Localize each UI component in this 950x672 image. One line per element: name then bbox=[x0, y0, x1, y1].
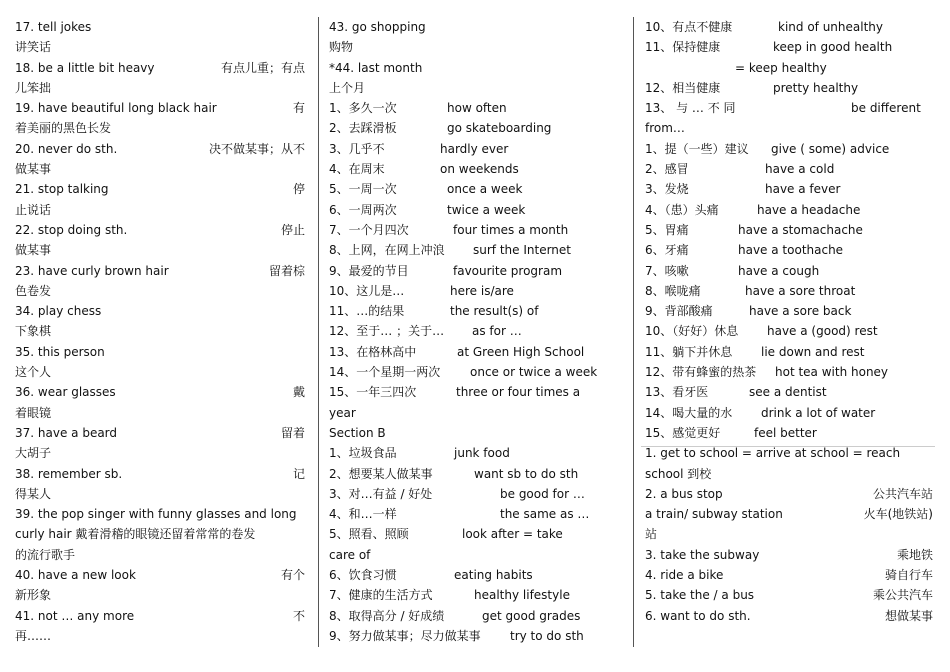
line-translation: have a fever bbox=[765, 182, 841, 197]
line-translation: 有 bbox=[292, 101, 305, 116]
vocab-line bbox=[645, 37, 933, 57]
line-text: 18. be a little bit heavy bbox=[15, 60, 155, 75]
line-text: 11、…的结果 bbox=[329, 304, 405, 319]
vocab-line bbox=[329, 524, 621, 544]
line-text: 12、相当健康 bbox=[645, 80, 721, 95]
line-text: 色卷发 bbox=[15, 283, 52, 298]
line-text: 做某事 bbox=[15, 243, 52, 258]
line-text: 19. have beautiful long black hair bbox=[15, 101, 217, 116]
vocab-line bbox=[329, 139, 621, 159]
line-text: 5、胃痛 bbox=[645, 222, 689, 237]
vocab-line bbox=[645, 423, 933, 443]
vocab-line bbox=[645, 301, 933, 321]
line-text: 上个月 bbox=[329, 80, 366, 95]
line-translation: have a headache bbox=[757, 202, 861, 217]
line-translation: have a sore throat bbox=[745, 283, 856, 298]
line-text: 23. have curly brown hair bbox=[15, 263, 169, 278]
vocab-line bbox=[15, 403, 305, 423]
column-divider-2 bbox=[633, 17, 634, 647]
vocab-line bbox=[15, 98, 305, 118]
vocab-line bbox=[15, 545, 305, 565]
line-text: 11、保持健康 bbox=[645, 40, 721, 55]
vocab-line bbox=[645, 220, 933, 240]
line-translation: 想做某事 bbox=[884, 608, 933, 623]
line-translation: 戴 bbox=[292, 385, 305, 400]
line-text: 10、这儿是… bbox=[329, 283, 405, 298]
vocab-line bbox=[329, 98, 621, 118]
vocab-line bbox=[15, 261, 305, 281]
line-translation: as for … bbox=[472, 324, 522, 339]
line-translation: kind of unhealthy bbox=[778, 20, 883, 34]
vocab-line bbox=[15, 118, 305, 138]
line-text: 36. wear glasses bbox=[15, 385, 116, 400]
line-text: 3、几乎不 bbox=[329, 141, 385, 156]
vocab-line bbox=[645, 58, 933, 78]
vocab-line bbox=[645, 504, 933, 524]
line-translation: 有个 bbox=[280, 568, 305, 583]
vocab-line bbox=[645, 342, 933, 362]
line-text: 新形象 bbox=[15, 588, 52, 603]
line-translation: look after = take bbox=[462, 527, 563, 542]
line-translation: 火车(地铁站) bbox=[863, 507, 933, 522]
line-translation: the result(s) of bbox=[450, 304, 539, 319]
vocab-line bbox=[329, 159, 621, 179]
line-text: 13、 与 … 不 同 bbox=[645, 101, 736, 116]
line-translation: 停止 bbox=[280, 222, 305, 237]
line-translation: three or four times a bbox=[456, 385, 581, 400]
vocab-line bbox=[645, 382, 933, 402]
vocab-line bbox=[645, 565, 933, 585]
line-text: 1、垃圾食品 bbox=[329, 446, 397, 461]
vocab-column-1 bbox=[15, 17, 305, 646]
line-text: year bbox=[329, 405, 356, 420]
vocab-line bbox=[645, 464, 933, 484]
line-text: 得某人 bbox=[15, 486, 52, 501]
line-translation: have a cough bbox=[738, 263, 820, 278]
line-translation: 记 bbox=[292, 466, 305, 481]
line-translation: eating habits bbox=[454, 568, 533, 583]
vocab-line bbox=[645, 362, 933, 382]
vocab-line bbox=[645, 179, 933, 199]
line-text: 34. play chess bbox=[15, 304, 102, 319]
line-text: 6. want to do sth. bbox=[645, 608, 751, 623]
line-text: 4、（患）头痛 bbox=[645, 202, 719, 217]
line-text: 17. tell jokes bbox=[15, 20, 92, 34]
line-translation: once or twice a week bbox=[470, 365, 598, 380]
line-text: 着美丽的黑色长发 bbox=[15, 121, 112, 136]
line-translation: have a stomachache bbox=[738, 222, 863, 237]
line-text: 这个人 bbox=[15, 365, 52, 380]
line-translation: 停 bbox=[292, 182, 305, 197]
line-text: 下象棋 bbox=[15, 324, 52, 339]
line-translation: feel better bbox=[754, 425, 817, 440]
vocab-line bbox=[15, 17, 305, 37]
line-translation: hot tea with honey bbox=[775, 365, 889, 380]
line-text: 6、饮食习惯 bbox=[329, 568, 397, 583]
vocab-line bbox=[645, 443, 933, 463]
line-translation: give ( some) advice bbox=[771, 141, 890, 156]
vocab-line bbox=[15, 382, 305, 402]
vocab-line bbox=[645, 17, 933, 37]
line-text: 21. stop talking bbox=[15, 182, 109, 197]
vocab-line bbox=[329, 504, 621, 524]
line-translation: have a cold bbox=[765, 162, 835, 177]
line-text: 止说话 bbox=[15, 202, 52, 217]
line-translation: drink a lot of water bbox=[761, 405, 876, 420]
line-translation: be different bbox=[851, 101, 921, 116]
line-translation: 公共汽车站 bbox=[872, 486, 933, 501]
vocab-line bbox=[15, 159, 305, 179]
line-text: 2、感冒 bbox=[645, 162, 689, 177]
line-text: 儿笨拙 bbox=[15, 80, 52, 95]
vocab-line bbox=[329, 321, 621, 341]
line-translation: 乘地铁 bbox=[896, 547, 933, 562]
line-text: school 到校 bbox=[645, 466, 712, 481]
vocab-line bbox=[645, 585, 933, 605]
vocab-line bbox=[329, 342, 621, 362]
vocab-line bbox=[15, 524, 305, 544]
vocab-line bbox=[645, 403, 933, 423]
line-text: 着眼镜 bbox=[15, 405, 52, 420]
vocab-line bbox=[329, 179, 621, 199]
line-text: 1、提（一些）建议 bbox=[645, 141, 749, 156]
line-text: 22. stop doing sth. bbox=[15, 222, 128, 237]
vocab-line bbox=[645, 606, 933, 626]
line-text: care of bbox=[329, 547, 371, 562]
vocab-line bbox=[329, 301, 621, 321]
vocab-line bbox=[329, 17, 621, 37]
line-text: a train/ subway station bbox=[645, 507, 783, 522]
line-translation: 留着 bbox=[280, 425, 305, 440]
line-translation: get good grades bbox=[482, 608, 581, 623]
vocab-line bbox=[329, 443, 621, 463]
line-translation: 有点儿重；有点 bbox=[220, 60, 305, 75]
vocab-line bbox=[15, 484, 305, 504]
line-text: 2、想要某人做某事 bbox=[329, 466, 433, 481]
vocab-line bbox=[15, 626, 305, 646]
line-text: 5、一周一次 bbox=[329, 182, 397, 197]
vocab-line bbox=[329, 240, 621, 260]
vocab-line bbox=[329, 281, 621, 301]
vocab-line bbox=[645, 240, 933, 260]
vocab-line bbox=[645, 78, 933, 98]
line-translation: = keep healthy bbox=[735, 60, 827, 75]
line-translation: see a dentist bbox=[749, 385, 827, 400]
vocab-line bbox=[15, 443, 305, 463]
vocab-column-3 bbox=[645, 17, 933, 626]
line-translation: at Green High School bbox=[457, 344, 585, 359]
line-text: 8、喉咙痛 bbox=[645, 283, 701, 298]
vocab-line bbox=[15, 362, 305, 382]
line-text: 7、健康的生活方式 bbox=[329, 588, 433, 603]
line-translation: 不 bbox=[292, 608, 305, 623]
line-text: 40. have a new look bbox=[15, 568, 136, 583]
vocab-line bbox=[15, 139, 305, 159]
line-translation: once a week bbox=[447, 182, 523, 197]
line-text: 10、有点不健康 bbox=[645, 20, 733, 34]
line-translation: 留着棕 bbox=[268, 263, 305, 278]
line-translation: surf the Internet bbox=[473, 243, 571, 258]
line-text: 3、发烧 bbox=[645, 182, 689, 197]
vocab-line bbox=[15, 565, 305, 585]
line-text: 14、喝大量的水 bbox=[645, 405, 733, 420]
line-text: 13、在格林高中 bbox=[329, 344, 417, 359]
line-text: 站 bbox=[645, 527, 658, 542]
vocab-line bbox=[329, 118, 621, 138]
vocab-line bbox=[15, 342, 305, 362]
line-text: 4、和…一样 bbox=[329, 507, 397, 522]
line-text: 15、一年三四次 bbox=[329, 385, 417, 400]
vocab-line bbox=[329, 423, 621, 443]
line-translation: have a (good) rest bbox=[767, 324, 878, 339]
line-translation: junk food bbox=[454, 446, 510, 461]
vocab-line bbox=[329, 261, 621, 281]
line-text: 2、去踩滑板 bbox=[329, 121, 397, 136]
line-text: curly hair 戴着滑稽的眼镜还留着常常的卷发 bbox=[15, 527, 256, 542]
line-text: 41. not … any more bbox=[15, 608, 135, 623]
line-text: 7、一个月四次 bbox=[329, 222, 409, 237]
vocab-line bbox=[329, 484, 621, 504]
line-text: 9、最爱的节目 bbox=[329, 263, 409, 278]
vocab-line bbox=[329, 362, 621, 382]
line-text: 9、背部酸痛 bbox=[645, 304, 713, 319]
vocab-line bbox=[329, 585, 621, 605]
vocab-line bbox=[15, 78, 305, 98]
vocab-line bbox=[329, 200, 621, 220]
vocab-line bbox=[645, 261, 933, 281]
vocab-line bbox=[15, 200, 305, 220]
line-text: 35. this person bbox=[15, 344, 105, 359]
vocab-line bbox=[15, 585, 305, 605]
vocab-line bbox=[329, 382, 621, 402]
line-translation: the same as … bbox=[500, 507, 590, 522]
vocab-line bbox=[15, 240, 305, 260]
vocab-line bbox=[15, 606, 305, 626]
vocab-line bbox=[15, 504, 305, 524]
vocab-line bbox=[15, 58, 305, 78]
line-translation: 骑自行车 bbox=[884, 568, 933, 583]
line-text: 13、看牙医 bbox=[645, 385, 709, 400]
line-text: 购物 bbox=[329, 40, 354, 55]
vocab-line bbox=[329, 37, 621, 57]
vocab-line bbox=[329, 606, 621, 626]
line-text: Section B bbox=[329, 425, 386, 440]
line-text: 7、咳嗽 bbox=[645, 263, 689, 278]
line-text: 12、带有蜂蜜的热茶 bbox=[645, 365, 757, 380]
line-translation: lie down and rest bbox=[761, 344, 865, 359]
vocab-line bbox=[645, 321, 933, 341]
line-text: 3、对…有益 / 好处 bbox=[329, 486, 433, 501]
line-translation: four times a month bbox=[453, 222, 569, 237]
line-text: 14、一个星期一两次 bbox=[329, 365, 441, 380]
vocab-line bbox=[329, 545, 621, 565]
vocab-line bbox=[329, 565, 621, 585]
line-text: 4. ride a bike bbox=[645, 568, 724, 583]
line-translation: go skateboarding bbox=[447, 121, 552, 136]
line-text: 的流行歌手 bbox=[15, 547, 76, 562]
vocab-line bbox=[645, 159, 933, 179]
vocab-column-2 bbox=[329, 17, 621, 646]
line-text: 4、在周末 bbox=[329, 162, 385, 177]
line-translation: keep in good health bbox=[773, 40, 893, 55]
line-translation: 决不做某事；从不 bbox=[208, 141, 305, 156]
vocab-line bbox=[645, 118, 933, 138]
line-translation: hardly ever bbox=[440, 141, 509, 156]
vocab-line bbox=[329, 464, 621, 484]
line-text: 大胡子 bbox=[15, 446, 52, 461]
vocab-line bbox=[329, 78, 621, 98]
vocab-line bbox=[645, 98, 933, 118]
vocab-line bbox=[645, 524, 933, 544]
line-text: 5. take the / a bus bbox=[645, 588, 755, 603]
line-text: 15、感觉更好 bbox=[645, 425, 721, 440]
line-translation: favourite program bbox=[453, 263, 563, 278]
line-text: 3. take the subway bbox=[645, 547, 760, 562]
line-text: 12、至于… ；关于… bbox=[329, 324, 445, 339]
line-text: 1. get to school = arrive at school = reach bbox=[645, 446, 901, 461]
line-text: 6、牙痛 bbox=[645, 243, 689, 258]
vocab-line bbox=[329, 403, 621, 423]
line-translation: how often bbox=[447, 101, 507, 116]
line-text: 8、上网，在网上冲浪 bbox=[329, 243, 445, 258]
vocab-line bbox=[15, 321, 305, 341]
line-text: 10、（好好）休息 bbox=[645, 324, 739, 339]
line-text: 2. a bus stop bbox=[645, 486, 723, 501]
line-translation: twice a week bbox=[447, 202, 526, 217]
vocab-line bbox=[15, 179, 305, 199]
line-translation: here is/are bbox=[450, 283, 514, 298]
line-text: from… bbox=[645, 121, 685, 136]
vocab-line bbox=[329, 626, 621, 646]
line-translation: healthy lifestyle bbox=[474, 588, 570, 603]
line-text: 6、一周两次 bbox=[329, 202, 397, 217]
vocab-line bbox=[645, 281, 933, 301]
vocab-line bbox=[329, 220, 621, 240]
line-translation: try to do sth bbox=[510, 628, 584, 643]
column-divider-1 bbox=[318, 17, 319, 647]
vocab-line bbox=[15, 464, 305, 484]
vocab-line bbox=[329, 58, 621, 78]
vocab-line bbox=[645, 484, 933, 504]
line-text: 讲笑话 bbox=[15, 40, 52, 55]
line-translation: be good for … bbox=[500, 486, 585, 501]
line-text: 1、多久一次 bbox=[329, 101, 397, 116]
line-text: 11、躺下并休息 bbox=[645, 344, 733, 359]
line-translation: on weekends bbox=[440, 162, 519, 177]
vocab-line bbox=[15, 423, 305, 443]
vocab-line bbox=[15, 37, 305, 57]
vocab-line bbox=[15, 301, 305, 321]
line-translation: have a sore back bbox=[749, 304, 852, 319]
line-translation: want sb to do sth bbox=[474, 466, 579, 481]
vocab-line bbox=[645, 545, 933, 565]
vocab-line bbox=[645, 139, 933, 159]
line-text: *44. last month bbox=[329, 60, 423, 75]
line-text: 8、取得高分 / 好成绩 bbox=[329, 608, 445, 623]
vocab-line bbox=[15, 220, 305, 240]
line-text: 5、照看、照顾 bbox=[329, 527, 409, 542]
line-text: 再…… bbox=[15, 628, 52, 643]
line-text: 37. have a beard bbox=[15, 425, 118, 440]
vocab-line bbox=[645, 200, 933, 220]
line-text: 做某事 bbox=[15, 162, 52, 177]
line-text: 38. remember sb. bbox=[15, 466, 123, 481]
line-text: 43. go shopping bbox=[329, 20, 426, 34]
line-text: 39. the pop singer with funny glasses and long bbox=[15, 507, 297, 522]
line-text: 9、努力做某事；尽力做某事 bbox=[329, 628, 481, 643]
vocab-line bbox=[15, 281, 305, 301]
line-translation: 乘公共汽车 bbox=[872, 588, 933, 603]
line-text: 20. never do sth. bbox=[15, 141, 118, 156]
line-translation: have a toothache bbox=[738, 243, 844, 258]
line-translation: pretty healthy bbox=[773, 80, 859, 95]
